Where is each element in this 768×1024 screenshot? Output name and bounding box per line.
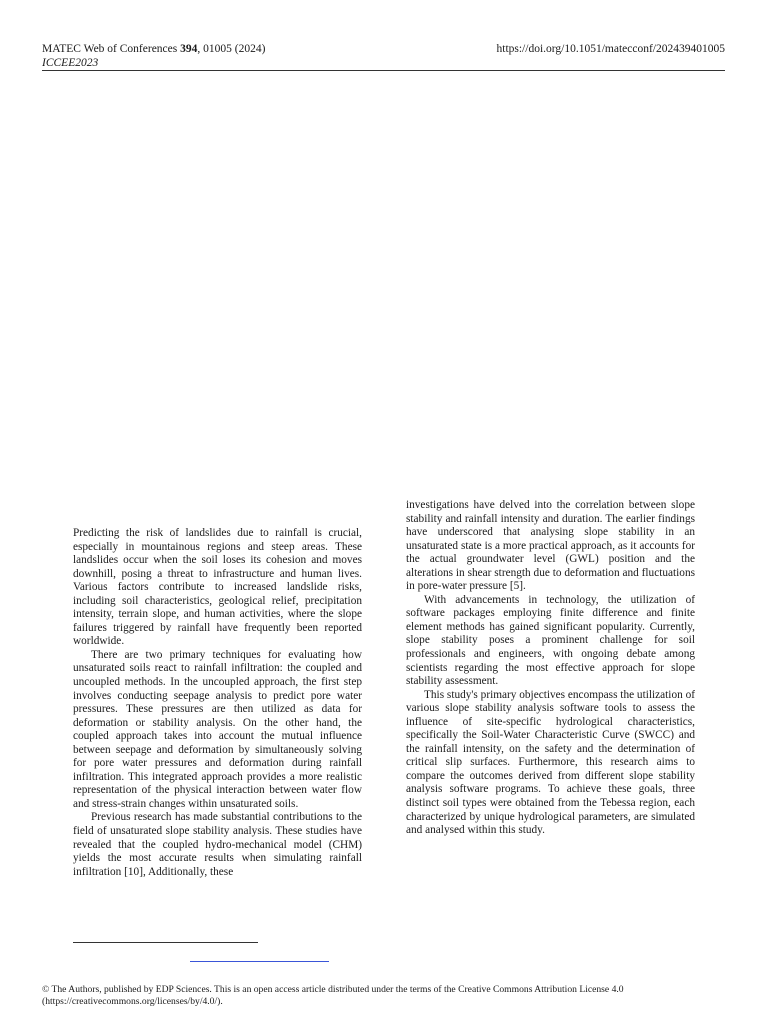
paragraph: There are two primary techniques for evaluating how unsaturated soils react to rainfall infiltration: the coupled and uncoupled methods. In the uncoupled approach, the first step involves conducting seepage analysis to predict pore water pressures. These pressures are then utilized as data for deformation or stability analysis. On the other hand, the coupled approach takes into account the mutual influence between seepage and deformation by simultaneously solving for pore water pressures and deformation during rainfall infiltration. This integrated approach provides a more realistic representation of the physical interaction between water flow and stress-strain changes within unsaturated soils. <box>73 648 362 810</box>
running-header-left <box>42 42 265 70</box>
paragraph: investigations have delved into the correlation between slope stability and rainfall intensity and duration. The earlier findings have underscored that analysing slope stability in an unsaturated state is a more practical approach, as it accounts for the actual groundwater level (GWL) position and the alterations in shear strength due to deformation and fluctuations in pore-water pressure [5]. <box>406 499 695 593</box>
conference-name: ICCEE2023 <box>42 57 99 69</box>
license-text: © The Authors, published by EDP Sciences. This is an open access article distributed under the terms of the Creative Commons Attribution License 4.0 <box>42 984 624 995</box>
paragraph: Previous research has made substantial contributions to the field of unsaturated slope stability analysis. These studies have revealed that the coupled hydro-mechanical model (CHM) yields the most accurate results when simulating rainfall infiltration [10], Additionally, these <box>73 811 362 878</box>
paragraph: With advancements in technology, the utilization of software packages employing finite difference and finite element methods has gained significant popularity. Currently, slope stability poses a prominent challenge for soil professionals and engineers, with ongoing debate among scientists regarding the most effective approach for slope stability assessment. <box>406 593 695 688</box>
journal-name: MATEC Web of Conferences <box>42 43 181 55</box>
license-notice <box>42 984 728 1008</box>
header-divider <box>42 70 725 71</box>
footnote-divider <box>73 942 258 943</box>
doi-link[interactable]: https://doi.org/10.1051/matecconf/202439401005 <box>496 43 725 55</box>
journal-volume: 394 <box>180 43 198 55</box>
journal-citation <box>42 42 265 56</box>
left-text-column <box>73 527 362 879</box>
article-number-year: , 01005 (2024) <box>197 43 266 55</box>
right-text-column <box>406 499 695 838</box>
paragraph: This study's primary objectives encompass the utilization of various slope stability analysis software tools to assess the influence of site-specific hydrological characteristics, specifically the Soil-Water Characteristic Curve (SWCC) and the rainfall intensity, on the safety and the determination of critical slip surfaces. Furthermore, this research aims to compare the outcomes derived from different slope stability analysis software programs. To achieve these goals, three distinct soil types were obtained from the Tebessa region, each characterized by unique hydrological parameters, are simulated and analysed within this study. <box>406 688 695 837</box>
license-url[interactable]: (https://creativecommons.org/licenses/by/4.0/). <box>42 996 223 1007</box>
footnote-link-underline <box>190 961 329 962</box>
paragraph: Predicting the risk of landslides due to rainfall is crucial, especially in mountainous regions and steep areas. These landslides occur when the soil loses its cohesion and moves downhill, posing a threat to infrastructure and human lives. Various factors contribute to increased landslide risks, including soil characteristics, geological relief, precipitation intensity, terrain slope, and human activities, where the slope failures triggered by rainfall have frequently been reported worldwide. <box>73 527 362 648</box>
